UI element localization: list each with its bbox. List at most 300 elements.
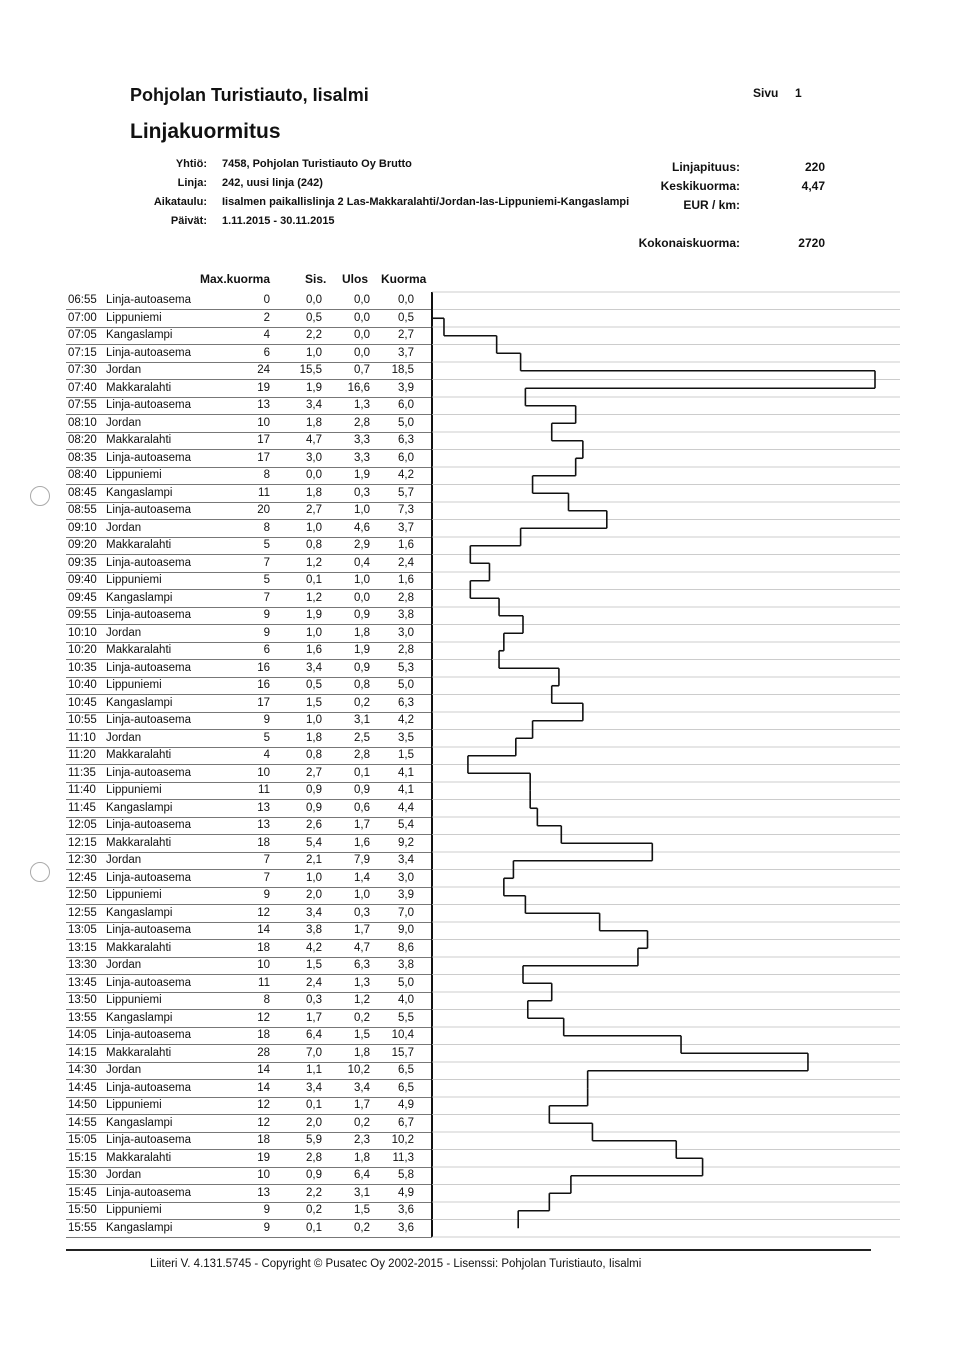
row-stop: Lippuniemi <box>106 469 162 481</box>
row-time: 11:10 <box>68 731 96 744</box>
row-boarding: 2,7 <box>306 766 322 779</box>
row-stop: Jordan <box>106 959 142 971</box>
row-time: 07:30 <box>68 364 97 376</box>
row-load: 3,8 <box>398 609 414 621</box>
row-alighting: 1,4 <box>354 871 370 884</box>
row-max-load: 13 <box>257 819 270 831</box>
row-load: 0,0 <box>398 294 414 306</box>
row-max-load: 10 <box>257 766 270 779</box>
row-stop: Linja-autoasema <box>106 451 192 464</box>
row-alighting: 1,5 <box>354 1029 370 1041</box>
row-load: 1,6 <box>398 539 414 551</box>
row-stop: Kangaslampi <box>106 1116 173 1129</box>
row-alighting: 0,0 <box>354 311 370 324</box>
row-max-load: 9 <box>263 1204 270 1216</box>
row-time: 11:40 <box>68 784 96 796</box>
row-alighting: 2,5 <box>354 731 370 744</box>
row-load: 2,7 <box>398 329 414 341</box>
row-stop: Linja-autoasema <box>106 294 192 306</box>
row-alighting: 0,9 <box>354 609 370 621</box>
row-time: 09:20 <box>68 539 97 551</box>
row-load: 4,1 <box>398 784 414 796</box>
row-time: 09:35 <box>68 556 97 569</box>
meta-label-schedule: Aikataulu: <box>153 196 207 208</box>
row-alighting: 0,2 <box>354 1116 370 1129</box>
row-max-load: 19 <box>257 1151 270 1164</box>
row-stop: Linja-autoasema <box>106 1081 192 1094</box>
row-stop: Makkaralahti <box>106 381 172 394</box>
row-load: 3,9 <box>398 889 414 901</box>
row-time: 10:55 <box>68 714 97 726</box>
row-boarding: 1,0 <box>306 346 322 359</box>
row-alighting: 1,7 <box>354 924 370 936</box>
row-alighting: 2,3 <box>354 1134 370 1146</box>
col-header-max: Max.kuorma <box>200 272 271 286</box>
row-max-load: 11 <box>258 784 270 796</box>
row-load: 7,0 <box>398 906 414 919</box>
row-alighting: 0,0 <box>354 346 370 359</box>
row-max-load: 4 <box>263 329 270 341</box>
row-time: 07:40 <box>68 381 97 394</box>
row-time: 09:55 <box>68 609 97 621</box>
row-max-load: 16 <box>257 661 270 674</box>
row-boarding: 3,4 <box>306 399 322 411</box>
row-stop: Jordan <box>106 521 142 534</box>
row-stop: Linja-autoasema <box>106 504 192 516</box>
row-max-load: 12 <box>257 1011 270 1024</box>
row-boarding: 2,7 <box>306 504 322 516</box>
row-max-load: 28 <box>257 1046 270 1059</box>
row-time: 10:45 <box>68 696 97 709</box>
row-alighting: 0,0 <box>354 329 370 341</box>
row-boarding: 4,2 <box>306 941 322 954</box>
row-max-load: 24 <box>257 364 270 376</box>
row-boarding: 1,2 <box>306 556 322 569</box>
row-time: 09:45 <box>68 591 97 604</box>
row-boarding: 1,8 <box>306 731 322 744</box>
row-alighting: 3,4 <box>354 1081 370 1094</box>
row-stop: Linja-autoasema <box>106 661 192 674</box>
row-load: 6,3 <box>398 696 414 709</box>
row-time: 13:55 <box>68 1011 97 1024</box>
row-time: 10:40 <box>68 679 97 691</box>
row-boarding: 2,6 <box>306 819 322 831</box>
row-stop: Jordan <box>106 1169 142 1181</box>
row-load: 4,9 <box>398 1186 414 1199</box>
footer-text: Liiteri V. 4.131.5745 - Copyright © Pusatec Oy 2002-2015 - Lisenssi: Pohjolan Turistiauto, Iisalmi <box>150 1258 642 1270</box>
row-alighting: 0,6 <box>354 801 370 814</box>
row-stop: Lippuniemi <box>106 889 162 901</box>
row-stop: Linja-autoasema <box>106 399 192 411</box>
row-max-load: 12 <box>257 1116 270 1129</box>
row-alighting: 0,2 <box>354 1011 370 1024</box>
row-load: 3,0 <box>398 871 414 884</box>
row-load: 9,0 <box>398 924 414 936</box>
row-max-load: 10 <box>257 416 270 429</box>
summary-label-eur-km: EUR / km: <box>683 198 740 212</box>
row-alighting: 1,7 <box>354 1099 370 1111</box>
row-alighting: 0,9 <box>354 784 370 796</box>
row-load: 6,3 <box>398 434 414 446</box>
row-load: 3,8 <box>398 959 414 971</box>
row-load: 10,2 <box>391 1134 414 1146</box>
row-alighting: 0,0 <box>354 591 370 604</box>
row-stop: Makkaralahti <box>106 749 172 761</box>
row-load: 7,3 <box>398 504 414 516</box>
row-boarding: 5,4 <box>306 836 322 849</box>
row-load: 1,5 <box>398 749 414 761</box>
row-stop: Kangaslampi <box>106 801 173 814</box>
row-stop: Lippuniemi <box>106 574 162 586</box>
row-boarding: 3,4 <box>306 906 322 919</box>
row-time: 08:10 <box>68 416 97 429</box>
row-load: 3,4 <box>398 854 414 866</box>
meta-value-days: 1.11.2015 - 30.11.2015 <box>222 215 335 227</box>
row-time: 09:10 <box>68 521 97 534</box>
row-max-load: 9 <box>263 626 270 639</box>
row-time: 11:35 <box>68 766 96 779</box>
row-alighting: 1,8 <box>354 1151 370 1164</box>
row-alighting: 1,0 <box>354 889 370 901</box>
row-time: 14:50 <box>68 1099 97 1111</box>
row-time: 13:05 <box>68 924 97 936</box>
col-header-off: Ulos <box>342 272 369 286</box>
row-stop: Linja-autoasema <box>106 714 192 726</box>
row-alighting: 6,3 <box>354 959 370 971</box>
row-load: 8,6 <box>398 941 414 954</box>
row-max-load: 9 <box>263 714 270 726</box>
row-stop: Makkaralahti <box>106 836 172 849</box>
row-alighting: 2,8 <box>354 416 370 429</box>
row-max-load: 18 <box>257 1029 270 1041</box>
row-time: 15:55 <box>68 1221 97 1234</box>
col-header-load: Kuorma <box>381 272 427 286</box>
row-max-load: 11 <box>258 486 270 499</box>
summary-label-total-load: Kokonaiskuorma: <box>638 236 740 250</box>
page-number: 1 <box>795 86 802 100</box>
row-load: 5,0 <box>398 976 414 989</box>
summary-label-avg-load: Keskikuorma: <box>660 179 740 193</box>
row-load: 6,0 <box>398 451 414 464</box>
meta-label-company: Yhtiö: <box>175 158 207 170</box>
row-boarding: 3,4 <box>306 661 322 674</box>
row-time: 12:50 <box>68 889 97 901</box>
row-boarding: 5,9 <box>306 1134 322 1146</box>
row-alighting: 0,3 <box>354 906 370 919</box>
row-max-load: 7 <box>263 591 270 604</box>
row-load: 3,5 <box>398 731 414 744</box>
row-stop: Linja-autoasema <box>106 819 192 831</box>
row-load: 5,0 <box>398 679 414 691</box>
row-load: 5,4 <box>398 819 414 831</box>
row-load: 3,0 <box>398 626 414 639</box>
row-load: 4,4 <box>398 801 414 814</box>
row-time: 14:45 <box>68 1081 97 1094</box>
row-time: 08:45 <box>68 486 97 499</box>
row-alighting: 4,6 <box>354 521 370 534</box>
row-max-load: 20 <box>257 504 270 516</box>
row-time: 14:55 <box>68 1116 97 1129</box>
row-stop: Lippuniemi <box>106 1099 162 1111</box>
row-alighting: 1,9 <box>354 644 370 656</box>
row-stop: Jordan <box>106 626 142 639</box>
row-boarding: 2,2 <box>306 1186 322 1199</box>
row-stop: Jordan <box>106 416 142 429</box>
row-time: 15:15 <box>68 1151 97 1164</box>
row-load: 4,2 <box>398 714 414 726</box>
row-stop: Linja-autoasema <box>106 976 192 989</box>
row-max-load: 18 <box>257 941 270 954</box>
row-alighting: 2,9 <box>354 539 370 551</box>
row-time: 08:55 <box>68 504 97 516</box>
row-load: 5,7 <box>398 486 414 499</box>
row-time: 10:10 <box>68 626 97 639</box>
row-time: 14:30 <box>68 1064 97 1076</box>
row-time: 10:20 <box>68 644 97 656</box>
row-max-load: 14 <box>257 1081 270 1094</box>
row-alighting: 6,4 <box>354 1169 370 1181</box>
row-max-load: 5 <box>263 731 270 744</box>
row-time: 15:50 <box>68 1204 97 1216</box>
row-stop: Linja-autoasema <box>106 609 192 621</box>
row-boarding: 3,4 <box>306 1081 322 1094</box>
row-load: 11,3 <box>392 1151 414 1164</box>
row-max-load: 10 <box>257 1169 270 1181</box>
row-alighting: 1,5 <box>354 1204 370 1216</box>
row-max-load: 7 <box>263 871 270 884</box>
row-time: 13:45 <box>68 976 97 989</box>
row-load: 3,7 <box>398 346 414 359</box>
row-time: 09:40 <box>68 574 97 586</box>
row-max-load: 2 <box>263 311 270 324</box>
row-max-load: 10 <box>257 959 270 971</box>
row-boarding: 4,7 <box>306 434 322 446</box>
row-alighting: 0,1 <box>354 766 370 779</box>
row-load: 4,2 <box>398 469 414 481</box>
row-max-load: 8 <box>263 521 270 534</box>
row-load: 18,5 <box>391 364 414 376</box>
row-load: 6,5 <box>398 1064 414 1076</box>
row-alighting: 16,6 <box>347 381 370 394</box>
report-title: Linjakuormitus <box>130 120 281 143</box>
row-boarding: 1,0 <box>306 521 322 534</box>
row-boarding: 3,0 <box>306 451 322 464</box>
row-max-load: 0 <box>263 294 270 306</box>
row-alighting: 3,1 <box>354 714 370 726</box>
row-max-load: 18 <box>257 836 270 849</box>
row-load: 15,7 <box>391 1046 414 1059</box>
row-alighting: 0,3 <box>354 486 370 499</box>
meta-label-line: Linja: <box>177 177 207 189</box>
row-alighting: 7,9 <box>354 854 370 866</box>
page-label: Sivu <box>753 86 779 100</box>
summary-label-length: Linjapituus: <box>672 160 740 174</box>
row-boarding: 0,0 <box>306 469 322 481</box>
row-stop: Jordan <box>106 364 142 376</box>
row-load: 9,2 <box>398 836 414 849</box>
row-max-load: 9 <box>263 609 270 621</box>
row-stop: Linja-autoasema <box>106 766 192 779</box>
row-boarding: 0,3 <box>306 994 322 1006</box>
row-boarding: 0,9 <box>306 1169 322 1181</box>
row-boarding: 1,6 <box>306 644 322 656</box>
row-load: 2,8 <box>398 644 414 656</box>
row-load: 5,8 <box>398 1169 414 1181</box>
row-stop: Linja-autoasema <box>106 556 192 569</box>
row-alighting: 0,0 <box>354 294 370 306</box>
row-stop: Linja-autoasema <box>106 871 192 884</box>
row-boarding: 1,0 <box>306 871 322 884</box>
row-max-load: 6 <box>263 644 270 656</box>
punch-hole-upper <box>30 486 50 506</box>
row-load: 2,4 <box>398 556 414 569</box>
row-boarding: 0,5 <box>306 311 322 324</box>
row-alighting: 1,8 <box>354 1046 370 1059</box>
row-time: 10:35 <box>68 661 97 674</box>
row-alighting: 10,2 <box>347 1064 370 1076</box>
row-load: 1,6 <box>398 574 414 586</box>
row-time: 07:55 <box>68 399 97 411</box>
row-max-load: 17 <box>257 451 270 464</box>
row-load: 4,0 <box>398 994 414 1006</box>
row-load: 3,6 <box>398 1204 414 1216</box>
row-stop: Makkaralahti <box>106 941 172 954</box>
row-max-load: 9 <box>263 889 270 901</box>
row-alighting: 2,8 <box>354 749 370 761</box>
row-boarding: 2,0 <box>306 889 322 901</box>
row-max-load: 14 <box>257 1064 270 1076</box>
row-time: 06:55 <box>68 294 97 306</box>
row-stop: Lippuniemi <box>106 994 162 1006</box>
row-alighting: 1,9 <box>354 469 370 481</box>
row-alighting: 1,3 <box>354 976 370 989</box>
row-max-load: 17 <box>257 696 270 709</box>
row-boarding: 0,1 <box>306 1221 322 1234</box>
row-stop: Makkaralahti <box>106 1151 172 1164</box>
row-max-load: 18 <box>257 1134 270 1146</box>
row-time: 07:15 <box>68 346 97 359</box>
meta-label-days: Päivät: <box>170 215 207 227</box>
row-load: 3,9 <box>398 381 414 394</box>
row-max-load: 16 <box>257 679 270 691</box>
row-max-load: 17 <box>257 434 270 446</box>
row-max-load: 9 <box>263 1221 270 1234</box>
bottom-rule <box>66 1249 871 1251</box>
row-max-load: 11 <box>258 976 270 989</box>
row-alighting: 0,8 <box>354 679 370 691</box>
row-boarding: 15,5 <box>299 364 322 376</box>
row-boarding: 2,8 <box>306 1151 322 1164</box>
meta-value-company: 7458, Pohjolan Turistiauto Oy Brutto <box>222 158 412 170</box>
row-load: 0,5 <box>398 311 414 324</box>
row-load: 4,1 <box>398 766 414 779</box>
row-boarding: 1,8 <box>306 416 322 429</box>
row-time: 08:35 <box>68 451 97 464</box>
row-time: 12:30 <box>68 854 97 866</box>
row-alighting: 0,9 <box>354 661 370 674</box>
row-time: 14:15 <box>68 1046 97 1059</box>
row-boarding: 7,0 <box>306 1046 322 1059</box>
row-boarding: 0,1 <box>306 1099 322 1111</box>
row-time: 11:20 <box>68 749 96 761</box>
company-name: Pohjolan Turistiauto, Iisalmi <box>130 85 369 105</box>
row-load: 6,5 <box>398 1081 414 1094</box>
row-time: 13:30 <box>68 959 97 971</box>
row-max-load: 14 <box>257 924 270 936</box>
row-max-load: 7 <box>263 556 270 569</box>
row-max-load: 5 <box>263 539 270 551</box>
row-max-load: 6 <box>263 346 270 359</box>
row-alighting: 1,8 <box>354 626 370 639</box>
row-boarding: 0,0 <box>306 294 322 306</box>
row-stop: Lippuniemi <box>106 784 162 796</box>
row-boarding: 2,2 <box>306 329 322 341</box>
row-alighting: 3,3 <box>354 451 370 464</box>
row-boarding: 1,5 <box>306 959 322 971</box>
row-alighting: 0,4 <box>354 556 370 569</box>
row-boarding: 1,8 <box>306 486 322 499</box>
row-boarding: 1,0 <box>306 714 322 726</box>
row-stop: Linja-autoasema <box>106 1186 192 1199</box>
row-boarding: 2,4 <box>306 976 322 989</box>
row-alighting: 0,7 <box>354 364 370 376</box>
meta-value-schedule: Iisalmen paikallislinja 2 Las-Makkaralahti/Jordan-las-Lippuniemi-Kangaslampi <box>222 196 630 208</box>
row-boarding: 2,0 <box>306 1116 322 1129</box>
row-max-load: 8 <box>263 994 270 1006</box>
row-boarding: 0,9 <box>306 801 322 814</box>
row-time: 12:05 <box>68 819 97 831</box>
row-boarding: 3,8 <box>306 924 322 936</box>
row-load: 4,9 <box>398 1099 414 1111</box>
row-boarding: 1,9 <box>306 609 322 621</box>
row-stop: Makkaralahti <box>106 1046 172 1059</box>
row-boarding: 0,5 <box>306 679 322 691</box>
row-stop: Lippuniemi <box>106 1204 162 1216</box>
row-max-load: 7 <box>263 854 270 866</box>
summary-value-avg-load: 4,47 <box>801 179 825 193</box>
row-time: 15:30 <box>68 1169 97 1181</box>
row-boarding: 2,1 <box>306 854 322 866</box>
row-load: 5,0 <box>398 416 414 429</box>
row-time: 15:45 <box>68 1186 97 1199</box>
row-max-load: 13 <box>257 1186 270 1199</box>
row-stop: Jordan <box>106 731 142 744</box>
col-header-on: Sis. <box>305 272 327 286</box>
row-alighting: 1,2 <box>354 994 370 1006</box>
row-alighting: 0,2 <box>354 1221 370 1234</box>
row-alighting: 3,1 <box>354 1186 370 1199</box>
meta-value-line: 242, uusi linja (242) <box>222 177 323 189</box>
row-time: 12:55 <box>68 906 97 919</box>
row-time: 11:45 <box>68 801 96 814</box>
row-alighting: 1,7 <box>354 819 370 831</box>
row-time: 15:05 <box>68 1134 97 1146</box>
row-alighting: 1,0 <box>354 504 370 516</box>
row-boarding: 0,8 <box>306 749 322 761</box>
row-max-load: 12 <box>257 906 270 919</box>
row-max-load: 19 <box>257 381 270 394</box>
row-alighting: 0,2 <box>354 696 370 709</box>
row-time: 07:05 <box>68 329 97 341</box>
row-stop: Kangaslampi <box>106 591 173 604</box>
row-load: 3,7 <box>398 521 414 534</box>
row-stop: Kangaslampi <box>106 1011 173 1024</box>
summary-value-length: 220 <box>804 160 825 174</box>
row-load: 10,4 <box>391 1029 414 1041</box>
row-stop: Kangaslampi <box>106 1221 173 1234</box>
row-boarding: 1,7 <box>306 1011 322 1024</box>
row-stop: Kangaslampi <box>106 906 173 919</box>
